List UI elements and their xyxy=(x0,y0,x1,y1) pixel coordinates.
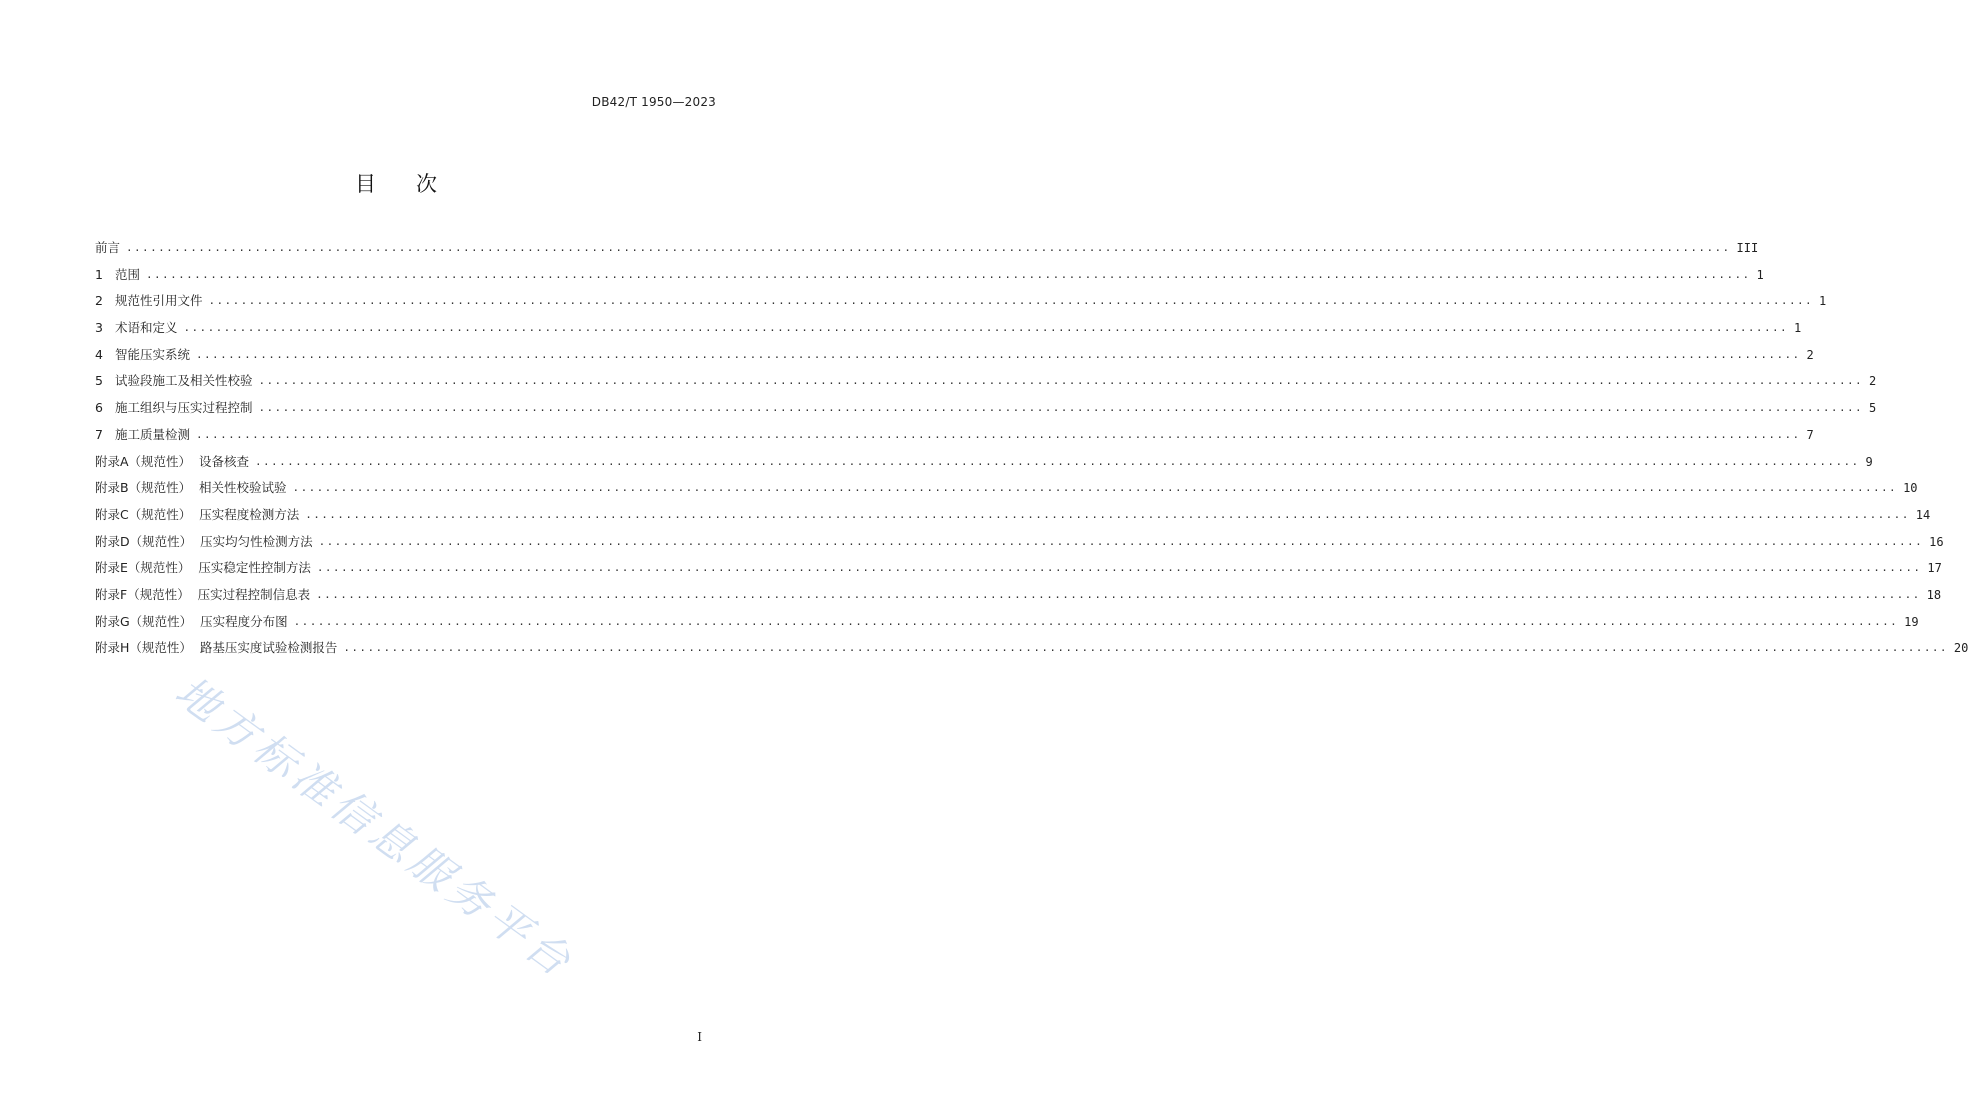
toc-entry-page: 14 xyxy=(1915,507,1931,522)
toc-entry-page: 1 xyxy=(1794,321,1802,336)
toc-entry-page: 7 xyxy=(1806,427,1814,442)
toc-entry-page: 2 xyxy=(1806,347,1814,362)
toc-dot-leader: ........................................................................................................................................................................................................ xyxy=(146,267,1751,281)
toc-entry-page: 9 xyxy=(1865,454,1873,469)
toc-entry[interactable] xyxy=(95,291,1827,318)
toc-entry-label: 范围 xyxy=(115,266,141,282)
toc-entry[interactable] xyxy=(95,638,1968,665)
toc-entry[interactable] xyxy=(95,318,1802,345)
toc-dot-leader: ........................................................................................................................................................................................................ xyxy=(316,587,1921,601)
toc-entry[interactable] xyxy=(95,398,1877,425)
table-of-contents xyxy=(95,238,1968,665)
toc-entry-page: 10 xyxy=(1903,481,1918,496)
toc-entry[interactable] xyxy=(95,505,1931,532)
title-char-left: 目 xyxy=(355,172,376,196)
toc-entry-prefix: 附录G（规范性） xyxy=(95,613,201,629)
toc-dot-leader: ........................................................................................................................................................................................................ xyxy=(183,321,1789,335)
toc-dot-leader: ........................................................................................................................................................................................................ xyxy=(292,481,1898,495)
toc-entry[interactable] xyxy=(95,238,1759,265)
toc-entry-label: 路基压实度试验检测报告 xyxy=(199,640,338,656)
toc-entry-label: 术语和定义 xyxy=(115,320,178,336)
toc-entry-label: 智能压实系统 xyxy=(115,346,191,362)
toc-entry-label: 相关性校验试验 xyxy=(199,480,287,496)
toc-dot-leader: ........................................................................................................................................................................................................ xyxy=(255,454,1860,468)
toc-dot-leader: ........................................................................................................................................................................................................ xyxy=(293,614,1899,628)
toc-entry-page: 18 xyxy=(1926,587,1942,602)
toc-dot-leader: ........................................................................................................................................................................................................ xyxy=(258,374,1864,388)
toc-entry-page: III xyxy=(1736,241,1759,255)
toc-entry[interactable] xyxy=(95,345,1814,372)
toc-dot-leader: ........................................................................................................................................................................................................ xyxy=(196,427,1801,441)
toc-dot-leader: ........................................................................................................................................................................................................ xyxy=(316,561,1922,575)
toc-entry-label: 试验段施工及相关性校验 xyxy=(115,373,253,389)
page-title xyxy=(0,168,792,198)
toc-entry-prefix: 附录A（规范性） xyxy=(95,453,199,469)
toc-entry-page: 19 xyxy=(1904,614,1919,629)
toc-entry[interactable] xyxy=(95,585,1942,612)
toc-entry-label: 压实稳定性控制方法 xyxy=(198,560,311,576)
toc-entry-label: 压实过程控制信息表 xyxy=(197,586,311,602)
toc-entry-page: 1 xyxy=(1756,267,1764,282)
toc-entry[interactable] xyxy=(95,265,1764,292)
toc-entry-number: 7 xyxy=(95,426,103,442)
toc-entry-page: 16 xyxy=(1929,534,1944,549)
toc-entry[interactable] xyxy=(95,558,1942,585)
toc-dot-leader: ........................................................................................................................................................................................................ xyxy=(258,401,1864,415)
toc-entry[interactable] xyxy=(95,478,1918,505)
toc-dot-leader: ........................................................................................................................................................................................................ xyxy=(126,241,1731,254)
toc-entry-number: 4 xyxy=(95,346,103,362)
standard-code: DB42/T 1950—2023 xyxy=(591,95,716,109)
toc-entry-number: 3 xyxy=(95,320,103,336)
toc-entry-label: 压实均匀性检测方法 xyxy=(200,533,313,549)
title-char-right: 次 xyxy=(416,172,437,196)
toc-entry-number: 5 xyxy=(95,373,103,389)
toc-entry[interactable] xyxy=(95,612,1919,639)
toc-entry-page: 5 xyxy=(1869,401,1877,416)
toc-entry-page: 1 xyxy=(1819,294,1827,309)
watermark: 地方标准信息服务平台 xyxy=(166,666,584,989)
toc-entry-label: 规范性引用文件 xyxy=(115,293,203,309)
toc-entry-label: 施工质量检测 xyxy=(115,426,191,442)
toc-entry[interactable] xyxy=(95,425,1814,452)
toc-entry-label: 施工组织与压实过程控制 xyxy=(115,400,253,416)
toc-dot-leader: ........................................................................................................................................................................................................ xyxy=(305,507,1910,521)
toc-entry-number: 6 xyxy=(95,400,103,416)
toc-entry-label: 压实程度检测方法 xyxy=(199,506,300,522)
toc-entry-label: 前言 xyxy=(95,240,121,255)
toc-entry-prefix: 附录E（规范性） xyxy=(95,560,199,576)
toc-entry-number: 2 xyxy=(95,293,103,309)
toc-entry-page: 2 xyxy=(1869,374,1877,389)
toc-entry-label: 压实程度分布图 xyxy=(200,613,288,629)
toc-dot-leader: ........................................................................................................................................................................................................ xyxy=(318,534,1924,548)
toc-entry-prefix: 附录C（规范性） xyxy=(95,506,200,522)
toc-entry-page: 17 xyxy=(1927,561,1942,576)
footer-page-number: I xyxy=(697,1030,702,1044)
toc-entry[interactable] xyxy=(95,532,1944,559)
toc-entry-prefix: 附录D（规范性） xyxy=(95,533,201,549)
toc-entry-prefix: 附录H（规范性） xyxy=(95,640,200,656)
toc-dot-leader: ........................................................................................................................................................................................................ xyxy=(208,294,1814,308)
toc-dot-leader: ........................................................................................................................................................................................................ xyxy=(196,347,1801,361)
toc-entry[interactable] xyxy=(95,371,1877,398)
toc-entry-prefix: 附录F（规范性） xyxy=(95,586,198,602)
toc-entry-page: 20 xyxy=(1953,641,1968,656)
toc-dot-leader: ........................................................................................................................................................................................................ xyxy=(343,641,1948,655)
toc-entry-prefix: 附录B（规范性） xyxy=(95,480,200,496)
toc-entry-number: 1 xyxy=(95,266,103,282)
toc-entry-label: 设备核查 xyxy=(199,453,250,469)
toc-entry[interactable] xyxy=(95,452,1873,479)
